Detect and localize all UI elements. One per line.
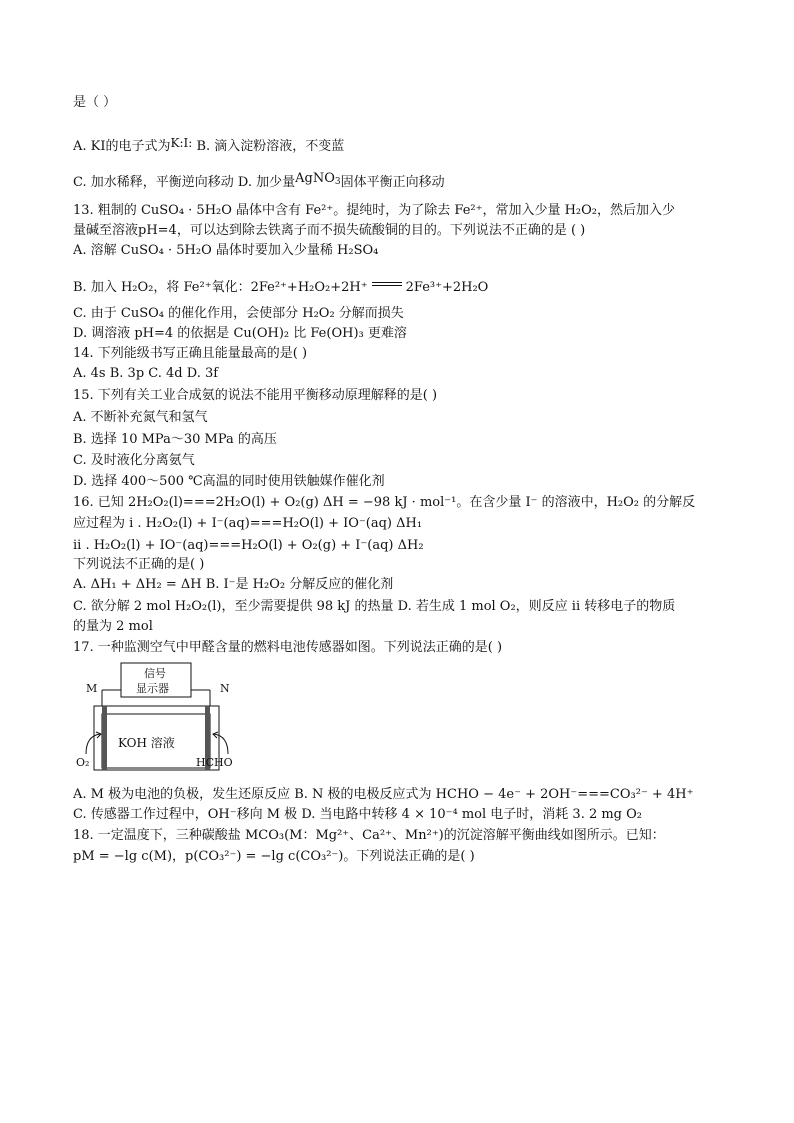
question-13-option-d: D. 调溶液 pH=4 的依据是 Cu(OH)₂ 比 Fe(OH)₃ 更难溶 bbox=[73, 326, 407, 341]
o2-label: O₂ bbox=[76, 756, 90, 769]
question-18-stem: pM = −lg c(M)，p(CO₃²⁻) = −lg c(CO₃²⁻)。下列说法正确的是( ) bbox=[73, 849, 475, 864]
text-line: 是（ ） bbox=[73, 95, 117, 110]
hcho-label: HCHO bbox=[196, 756, 233, 769]
question-13-stem: 量碱至溶液pH=4，可以达到除去铁离子而不损失硫酸铜的目的。下列说法不正确的是 ( ) bbox=[73, 223, 586, 238]
question-13-option-b: B. 加入 H₂O₂，将 Fe²⁺氧化：2Fe²⁺+H₂O₂+2H⁺ 2Fe³⁺+2H₂O bbox=[73, 280, 489, 295]
question-17-options: C. 传感器工作过程中，OH⁻移向 M 极 D. 当电路中转移 4 × 10⁻⁴ mol 电子时，消耗 3. 2 mg O₂ bbox=[73, 807, 643, 822]
question-14-options: A. 4s B. 3p C. 4d D. 3f bbox=[73, 366, 219, 381]
question-15-stem: 15. 下列有关工业合成氨的说法不能用平衡移动原理解释的是( ) bbox=[73, 388, 438, 403]
question-14-stem: 14. 下列能级书写正确且能量最高的是( ) bbox=[73, 346, 308, 361]
question-16-options: 的量为 2 mol bbox=[73, 619, 153, 634]
question-17-stem: 17. 一种监测空气中甲醛含量的燃料电池传感器如图。下列说法正确的是( ) bbox=[73, 640, 503, 655]
question-16-options: A. ΔH₁ + ΔH₂ = ΔH B. I⁻是 H₂O₂ 分解反应的催化剂 bbox=[73, 577, 394, 592]
question-16-stem: 下列说法不正确的是( ) bbox=[73, 557, 205, 572]
equals-sign bbox=[372, 282, 402, 286]
question-15-option-a: A. 不断补充氮气和氢气 bbox=[73, 410, 208, 425]
question-17-options: A. M 极为电池的负极，发生还原反应 B. N 极的电极反应式为 HCHO − 4e⁻ + 2OH⁻===CO₃²⁻ + 4H⁺ bbox=[73, 787, 694, 802]
signal-display-label: 信号 bbox=[144, 667, 166, 680]
electrode-m-label: M bbox=[86, 682, 98, 695]
option-text: A. KI的电子式为 bbox=[73, 139, 171, 154]
agno3-formula: AgNO$_3$ bbox=[295, 171, 341, 187]
question-16-stem: ii . H₂O₂(l) + IO⁻(aq)===H₂O(l) + O₂(g) + I⁻(aq) ΔH₂ bbox=[73, 538, 424, 553]
signal-display-label: 显示器 bbox=[136, 682, 169, 695]
option-line bbox=[73, 134, 344, 156]
question-15-option-d: D. 选择 400～500 ℃高温的同时使用铁触媒作催化剂 bbox=[73, 474, 385, 489]
question-18-stem: 18. 一定温度下，三种碳酸盐 MCO₃(M：Mg²⁺、Ca²⁺、Mn²⁺)的沉淀溶解平衡曲线如图所示。已知： bbox=[73, 828, 665, 843]
question-16-options: C. 欲分解 2 mol H₂O₂(l)，至少需要提供 98 kJ 的热量 D. 若生成 1 mol O₂，则反应 ii 转移电子的物质 bbox=[73, 599, 676, 614]
question-16-stem: 应过程为 i . H₂O₂(l) + I⁻(aq)===H₂O(l) + IO⁻(aq) ΔH₁ bbox=[73, 516, 423, 531]
option-text: 固体平衡正向移动 bbox=[340, 175, 445, 190]
question-16-stem: 16. 已知 2H₂O₂(l)===2H₂O(l) + O₂(g) ΔH = −98 kJ · mol⁻¹。在含少量 I⁻ 的溶液中，H₂O₂ 的分解反 bbox=[73, 495, 696, 510]
electrode-n-label: N bbox=[220, 682, 230, 695]
fuel-cell-diagram bbox=[72, 662, 242, 774]
question-13-stem: 13. 粗制的 CuSO₄ · 5H₂O 晶体中含有 Fe²⁺。提纯时，为了除去 Fe²⁺，常加入少量 H₂O₂，然后加入少 bbox=[73, 203, 676, 218]
question-15-option-b: B. 选择 10 MPa～30 MPa 的高压 bbox=[73, 432, 277, 447]
electrolyte-label: KOH 溶液 bbox=[118, 736, 175, 750]
question-13-option-a: A. 溶解 CuSO₄ · 5H₂O 晶体时要加入少量稀 H₂SO₄ bbox=[73, 243, 379, 258]
option-line bbox=[73, 170, 445, 192]
question-15-option-c: C. 及时液化分离氨气 bbox=[73, 453, 195, 468]
question-13-option-c: C. 由于 CuSO₄ 的催化作用，会使部分 H₂O₂ 分解而损失 bbox=[73, 306, 404, 321]
option-text: C. 加水稀释，平衡逆向移动 D. 加少量 bbox=[73, 175, 296, 190]
ki-electron-formula: K:I: bbox=[170, 136, 193, 150]
option-text: B. 滴入淀粉溶液，不变蓝 bbox=[192, 139, 345, 154]
